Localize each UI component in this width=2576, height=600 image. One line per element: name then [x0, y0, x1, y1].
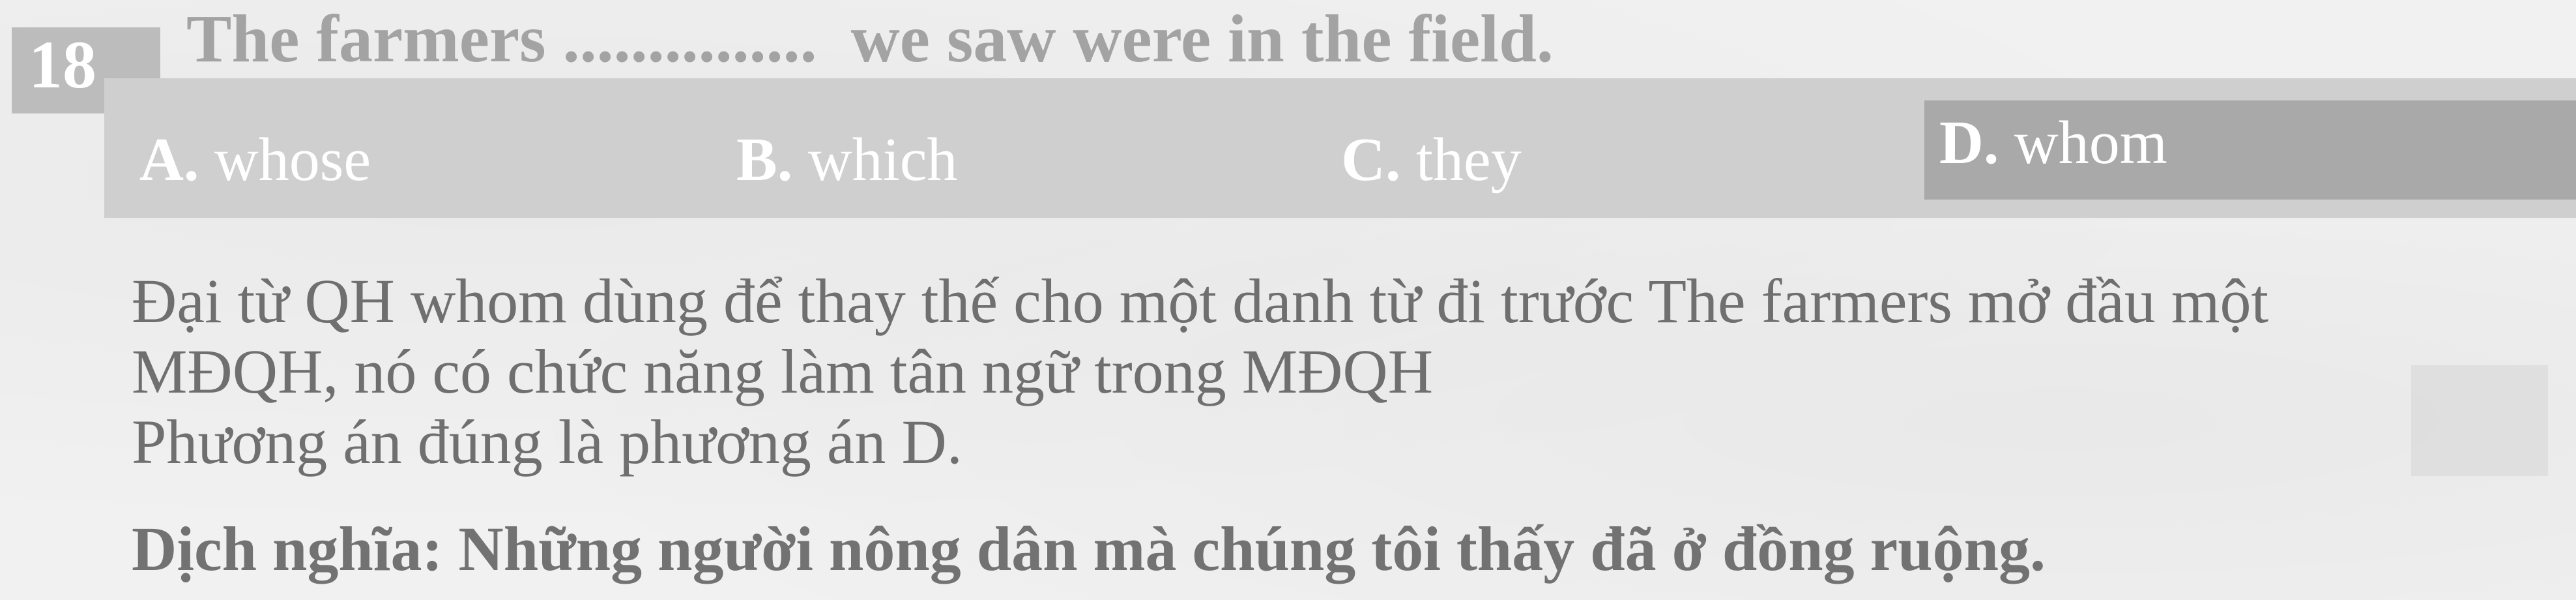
option-d-letter: D.	[1939, 109, 1999, 177]
question-stem: The farmers ............... we saw were in the field.	[186, 1, 1554, 76]
option-c-text: they	[1400, 126, 1522, 194]
question-number: 18	[29, 27, 96, 102]
option-d-text: whom	[1999, 109, 2167, 177]
explanation	[132, 266, 2543, 477]
option-a-text: whose	[199, 126, 371, 194]
option-b	[736, 126, 958, 194]
explanation-line-1: Đại từ QH whom dùng để thay thế cho một danh từ đi trước The farmers mở đầu một	[132, 266, 2269, 336]
translation: Dịch nghĩa: Những người nông dân mà chúng tôi thấy đã ở đồng ruộng.	[132, 514, 2046, 584]
option-c	[1341, 126, 1522, 194]
option-d	[1939, 109, 2167, 177]
option-b-letter: B.	[736, 126, 793, 194]
explanation-line-2: MĐQH, nó có chức năng làm tân ngữ trong MĐQH	[132, 337, 1434, 406]
option-c-letter: C.	[1341, 126, 1401, 194]
option-b-text: which	[792, 126, 958, 194]
option-a-letter: A.	[139, 126, 199, 194]
explanation-line-3: Phương án đúng là phương án D.	[132, 407, 962, 477]
option-a	[139, 126, 371, 194]
